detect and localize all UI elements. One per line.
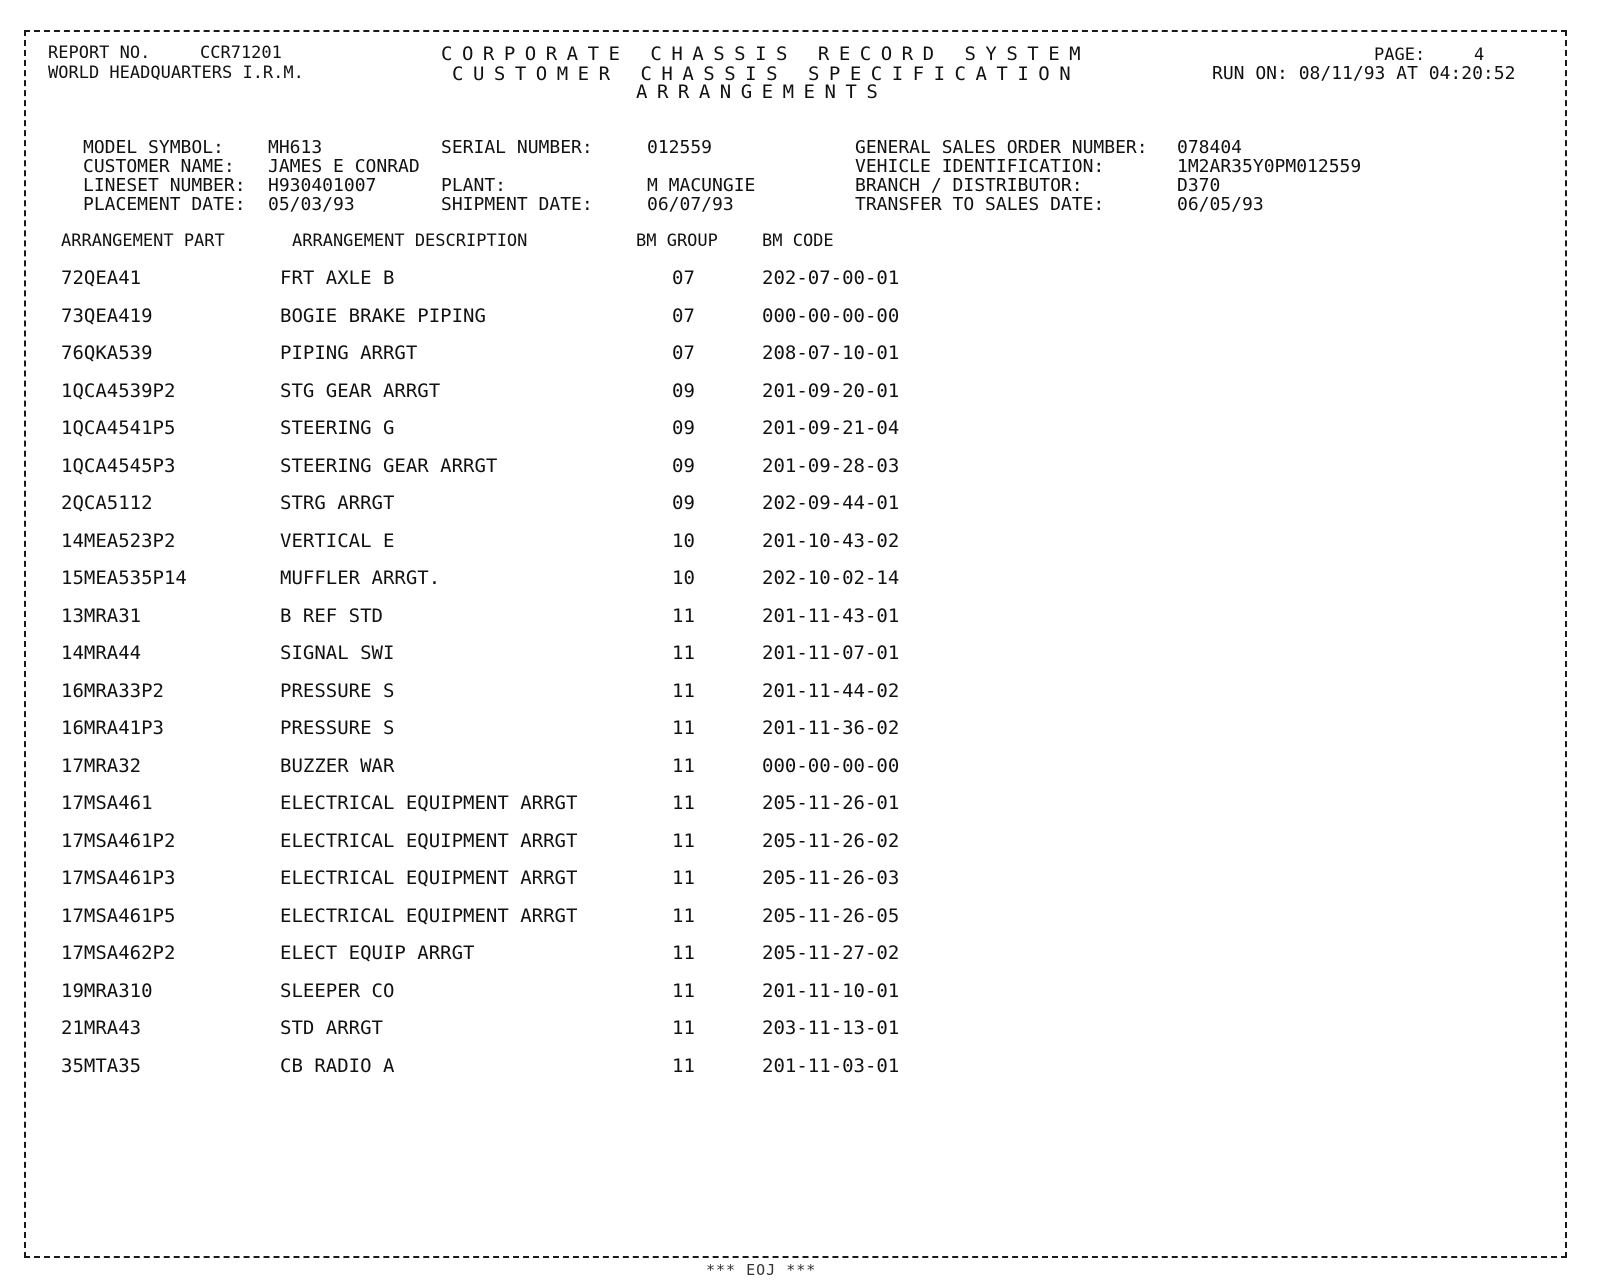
bm-group-cell: 11 (672, 755, 695, 777)
bm-code-cell: 202-09-44-01 (762, 492, 900, 514)
shipment-date-value: 06/07/93 (647, 194, 734, 215)
model-symbol-value: MH613 (268, 137, 323, 158)
arrangement-description-cell: STEERING GEAR ARRGT (280, 455, 498, 477)
arrangement-description-cell: BUZZER WAR (280, 755, 395, 777)
arrangement-part-cell: 76QKA539 (61, 342, 153, 364)
arrangement-description-cell: ELECTRICAL EQUIPMENT ARRGT (280, 830, 578, 852)
arrangement-description-cell: PRESSURE S (280, 717, 395, 739)
model-symbol-label: MODEL SYMBOL: (83, 137, 224, 158)
bm-group-cell: 11 (672, 717, 695, 739)
bm-code-cell: 205-11-27-02 (762, 942, 900, 964)
bm-code-cell: 208-07-10-01 (762, 342, 900, 364)
bm-group-cell: 11 (672, 905, 695, 927)
placement-date-label: PLACEMENT DATE: (83, 194, 246, 215)
arrangement-description-cell: FRT AXLE B (280, 267, 395, 289)
arrangement-description-cell: STEERING G (280, 417, 395, 439)
vin-label: VEHICLE IDENTIFICATION: (855, 156, 1105, 177)
run-timestamp: RUN ON: 08/11/93 AT 04:20:52 (1212, 63, 1516, 84)
column-header-part: ARRANGEMENT PART (61, 231, 225, 251)
bm-code-cell: 205-11-26-01 (762, 792, 900, 814)
arrangement-part-cell: 16MRA33P2 (61, 680, 164, 702)
page-number: 4 (1474, 45, 1485, 65)
bm-code-cell: 201-11-03-01 (762, 1055, 900, 1077)
bm-group-cell: 09 (672, 492, 695, 514)
arrangement-description-cell: SIGNAL SWI (280, 642, 395, 664)
bm-code-cell: 201-09-20-01 (762, 380, 900, 402)
arrangement-part-cell: 14MEA523P2 (61, 530, 176, 552)
bm-code-cell: 201-11-36-02 (762, 717, 900, 739)
transfer-date-value: 06/05/93 (1177, 194, 1264, 215)
bm-code-cell: 201-10-43-02 (762, 530, 900, 552)
bm-code-cell: 202-10-02-14 (762, 567, 900, 589)
sales-order-label: GENERAL SALES ORDER NUMBER: (855, 137, 1148, 158)
arrangement-part-cell: 73QEA419 (61, 305, 153, 327)
bm-code-cell: 201-11-43-01 (762, 605, 900, 627)
arrangement-part-cell: 17MSA462P2 (61, 942, 176, 964)
bm-code-cell: 201-11-07-01 (762, 642, 900, 664)
bm-group-cell: 11 (672, 942, 695, 964)
bm-group-cell: 11 (672, 792, 695, 814)
transfer-date-label: TRANSFER TO SALES DATE: (855, 194, 1105, 215)
arrangement-description-cell: ELECTRICAL EQUIPMENT ARRGT (280, 867, 578, 889)
arrangement-part-cell: 17MSA461P3 (61, 867, 176, 889)
arrangement-description-cell: ELECTRICAL EQUIPMENT ARRGT (280, 905, 578, 927)
bm-group-cell: 09 (672, 417, 695, 439)
bm-group-cell: 11 (672, 1017, 695, 1039)
bm-code-cell: 202-07-00-01 (762, 267, 900, 289)
plant-label: PLANT: (441, 175, 507, 196)
arrangement-description-cell: STRG ARRGT (280, 492, 395, 514)
placement-date-value: 05/03/93 (268, 194, 355, 215)
arrangement-part-cell: 17MRA32 (61, 755, 142, 777)
bm-code-cell: 000-00-00-00 (762, 755, 900, 777)
bm-code-cell: 203-11-13-01 (762, 1017, 900, 1039)
serial-number-label: SERIAL NUMBER: (441, 137, 593, 158)
arrangement-description-cell: PIPING ARRGT (280, 342, 418, 364)
bm-group-cell: 07 (672, 342, 695, 364)
report-subtitle: CUSTOMER CHASSIS SPECIFICATION (452, 63, 1081, 85)
lineset-number-label: LINESET NUMBER: (83, 175, 246, 196)
bm-code-cell: 201-09-21-04 (762, 417, 900, 439)
arrangement-part-cell: 14MRA44 (61, 642, 142, 664)
bm-group-cell: 10 (672, 567, 695, 589)
organization-name: WORLD HEADQUARTERS I.R.M. (48, 63, 304, 83)
column-header-bm-code: BM CODE (762, 231, 834, 251)
report-title: CORPORATE CHASSIS RECORD SYSTEM (441, 43, 1091, 65)
arrangement-description-cell: B REF STD (280, 605, 383, 627)
customer-name-label: CUSTOMER NAME: (83, 156, 235, 177)
serial-number-value: 012559 (647, 137, 713, 158)
bm-group-cell: 10 (672, 530, 695, 552)
arrangement-part-cell: 2QCA5112 (61, 492, 153, 514)
arrangement-description-cell: CB RADIO A (280, 1055, 395, 1077)
arrangement-description-cell: VERTICAL E (280, 530, 395, 552)
bm-group-cell: 09 (672, 455, 695, 477)
arrangement-description-cell: MUFFLER ARRGT. (280, 567, 441, 589)
sales-order-value: 078404 (1177, 137, 1243, 158)
arrangement-description-cell: ELECTRICAL EQUIPMENT ARRGT (280, 792, 578, 814)
arrangement-description-cell: PRESSURE S (280, 680, 395, 702)
arrangement-description-cell: SLEEPER CO (280, 980, 395, 1002)
bm-group-cell: 11 (672, 1055, 695, 1077)
customer-name-value: JAMES E CONRAD (268, 156, 420, 177)
bm-code-cell: 000-00-00-00 (762, 305, 900, 327)
bm-group-cell: 09 (672, 380, 695, 402)
bm-group-cell: 07 (672, 305, 695, 327)
arrangement-part-cell: 15MEA535P14 (61, 567, 187, 589)
bm-code-cell: 205-11-26-05 (762, 905, 900, 927)
bm-group-cell: 11 (672, 867, 695, 889)
report-section-title: ARRANGEMENTS (636, 81, 888, 103)
bm-code-cell: 201-09-28-03 (762, 455, 900, 477)
bm-group-cell: 11 (672, 980, 695, 1002)
page-label: PAGE: (1374, 45, 1426, 65)
arrangement-part-cell: 19MRA310 (61, 980, 153, 1002)
arrangement-description-cell: ELECT EQUIP ARRGT (280, 942, 475, 964)
arrangement-part-cell: 21MRA43 (61, 1017, 142, 1039)
bm-group-cell: 11 (672, 830, 695, 852)
branch-value: D370 (1177, 175, 1221, 196)
bm-group-cell: 11 (672, 642, 695, 664)
bm-group-cell: 07 (672, 267, 695, 289)
bm-group-cell: 11 (672, 680, 695, 702)
branch-label: BRANCH / DISTRIBUTOR: (855, 175, 1083, 196)
arrangement-part-cell: 1QCA4539P2 (61, 380, 176, 402)
arrangement-part-cell: 1QCA4545P3 (61, 455, 176, 477)
arrangement-part-cell: 35MTA35 (61, 1055, 142, 1077)
report-number-label: REPORT NO. (48, 43, 151, 63)
arrangement-part-cell: 1QCA4541P5 (61, 417, 176, 439)
bm-group-cell: 11 (672, 605, 695, 627)
arrangement-part-cell: 72QEA41 (61, 267, 142, 289)
plant-value: M MACUNGIE (647, 175, 756, 196)
arrangement-part-cell: 17MSA461 (61, 792, 153, 814)
arrangement-description-cell: BOGIE BRAKE PIPING (280, 305, 486, 327)
arrangement-part-cell: 17MSA461P2 (61, 830, 176, 852)
arrangement-part-cell: 13MRA31 (61, 605, 142, 627)
end-of-job-marker: *** EOJ *** (706, 1261, 817, 1279)
report-number: CCR71201 (200, 43, 282, 63)
bm-code-cell: 201-11-10-01 (762, 980, 900, 1002)
arrangement-description-cell: STD ARRGT (280, 1017, 383, 1039)
arrangement-part-cell: 16MRA41P3 (61, 717, 164, 739)
arrangement-part-cell: 17MSA461P5 (61, 905, 176, 927)
shipment-date-label: SHIPMENT DATE: (441, 194, 593, 215)
arrangement-description-cell: STG GEAR ARRGT (280, 380, 441, 402)
bm-code-cell: 205-11-26-02 (762, 830, 900, 852)
bm-code-cell: 201-11-44-02 (762, 680, 900, 702)
column-header-bm-group: BM GROUP (636, 231, 718, 251)
lineset-number-value: H930401007 (268, 175, 377, 196)
column-header-description: ARRANGEMENT DESCRIPTION (292, 231, 528, 251)
bm-code-cell: 205-11-26-03 (762, 867, 900, 889)
vin-value: 1M2AR35Y0PM012559 (1177, 156, 1362, 177)
